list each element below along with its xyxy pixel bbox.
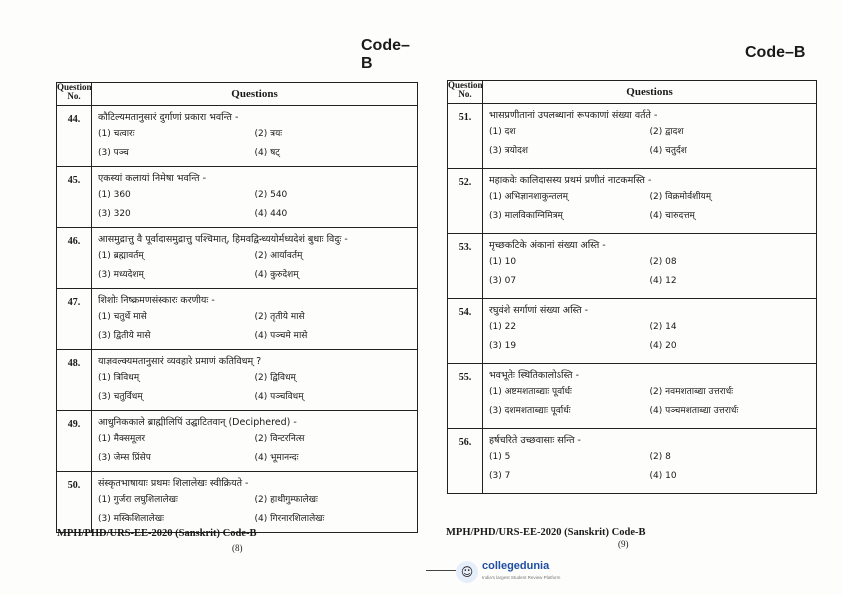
option-2: (2) तृतीये मासे bbox=[254, 312, 305, 322]
option-1: (1) 5 bbox=[489, 452, 511, 462]
question-text: कौटिल्यमतानुसारं दुर्गाणां प्रकारा भवन्ति - bbox=[98, 112, 239, 123]
question-number: 51. bbox=[448, 104, 483, 169]
page-code: Code–B bbox=[745, 44, 806, 61]
options-grid bbox=[98, 308, 411, 346]
question-cell bbox=[483, 364, 817, 429]
option-4: (4) कुरुदेशम् bbox=[254, 270, 299, 280]
question-row bbox=[57, 228, 418, 289]
option-1: (1) 360 bbox=[98, 190, 131, 200]
questions-table bbox=[56, 82, 418, 533]
options-grid bbox=[489, 383, 810, 421]
question-text: महाकवेः कालिदासस्य प्रथमं प्रणीतं नाटकमस्ति - bbox=[489, 175, 652, 186]
question-number: 56. bbox=[448, 429, 483, 494]
watermark-logo bbox=[456, 561, 560, 583]
question-row bbox=[448, 104, 817, 169]
question-row bbox=[57, 289, 418, 350]
right-page bbox=[421, 0, 842, 595]
option-1: (1) दश bbox=[489, 127, 516, 137]
option-4: (4) चतुर्दश bbox=[649, 146, 687, 156]
question-cell bbox=[92, 106, 418, 167]
option-3: (3) मालविकाग्निमित्रम् bbox=[489, 211, 563, 221]
option-1: (1) मैक्समूलर bbox=[98, 434, 146, 444]
options-grid bbox=[489, 253, 810, 291]
question-cell bbox=[483, 299, 817, 364]
option-1: (1) अभिज्ञानशाकुन्तलम् bbox=[489, 192, 568, 202]
options-grid bbox=[98, 369, 411, 407]
qno-header: Question No. bbox=[57, 83, 92, 106]
question-text: संस्कृतभाषायाः प्रथमः शिलालेखः स्वीक्रियते - bbox=[98, 478, 249, 489]
brand-tagline: India's largest Student Review Platform bbox=[482, 575, 561, 580]
questions-table bbox=[447, 80, 817, 494]
option-2: (2) द्वादश bbox=[649, 127, 684, 137]
question-cell bbox=[483, 234, 817, 299]
question-number: 46. bbox=[57, 228, 92, 289]
option-1: (1) अष्टमशताब्द्याः पूर्वार्धः bbox=[489, 387, 572, 397]
option-4: (4) चारुदत्तम् bbox=[649, 211, 695, 221]
divider-line bbox=[426, 570, 456, 571]
questions-header: Questions bbox=[92, 83, 418, 106]
option-3: (3) जेम्स प्रिंसेप bbox=[98, 453, 151, 463]
question-number: 50. bbox=[57, 472, 92, 533]
question-cell bbox=[92, 350, 418, 411]
question-text: हर्षचरिते उच्छवासाः सन्ति - bbox=[489, 435, 581, 446]
option-4: (4) 10 bbox=[649, 471, 677, 481]
question-row bbox=[57, 472, 418, 533]
question-cell bbox=[483, 104, 817, 169]
option-2: (2) द्विविधम् bbox=[254, 373, 296, 383]
question-cell bbox=[92, 472, 418, 533]
page-footer: MPH/PHD/URS-EE-2020 (Sanskrit) Code-B bbox=[57, 528, 257, 539]
question-row bbox=[57, 350, 418, 411]
option-1: (1) चतुर्थे मासे bbox=[98, 312, 147, 322]
option-2: (2) 540 bbox=[254, 190, 288, 200]
option-3: (3) 07 bbox=[489, 276, 517, 286]
option-2: (2) 8 bbox=[649, 452, 671, 462]
page-number: (8) bbox=[232, 543, 243, 553]
option-1: (1) ब्रह्मावर्तम् bbox=[98, 251, 144, 261]
question-row bbox=[57, 411, 418, 472]
question-text: आसमुद्रात्तु वै पूर्वादासमुद्रात्तु पश्चिमात्, हिमवद्विन्ध्ययोर्मध्यदेशं बुधाः विदुः - bbox=[98, 234, 348, 245]
option-4: (4) पञ्चमशताब्द्या उत्तरार्धः bbox=[649, 406, 739, 416]
question-text: आधुनिककाले ब्राह्मीलिपिं उद्घाटितवान् (Deciphered) - bbox=[98, 417, 297, 428]
option-3: (3) दशमशताब्द्याः पूर्वार्धः bbox=[489, 406, 571, 416]
question-text: भासप्रणीतानां उपलब्धानां रूपकाणां संख्या वर्तते - bbox=[489, 110, 658, 121]
question-number: 55. bbox=[448, 364, 483, 429]
question-text: रघुवंशे सर्गाणां संख्या अस्ति - bbox=[489, 305, 589, 316]
question-cell bbox=[92, 167, 418, 228]
question-text: शिशोः निष्क्रमणसंस्कारः करणीयः - bbox=[98, 295, 215, 306]
page-code: Code–B bbox=[361, 37, 410, 72]
question-number: 54. bbox=[448, 299, 483, 364]
question-number: 45. bbox=[57, 167, 92, 228]
option-2: (2) नवमशताब्द्या उत्तरार्धः bbox=[649, 387, 734, 397]
question-number: 44. bbox=[57, 106, 92, 167]
question-number: 53. bbox=[448, 234, 483, 299]
question-number: 49. bbox=[57, 411, 92, 472]
options-grid bbox=[98, 491, 411, 529]
option-2: (2) 14 bbox=[649, 322, 677, 332]
question-cell bbox=[483, 429, 817, 494]
question-text: मृच्छकटिके अंकानां संख्या अस्ति - bbox=[489, 240, 606, 251]
option-4: (4) 440 bbox=[254, 209, 288, 219]
options-grid bbox=[489, 188, 810, 226]
question-row bbox=[448, 429, 817, 494]
option-3: (3) द्वितीये मासे bbox=[98, 331, 151, 341]
options-grid bbox=[98, 247, 411, 285]
page-footer: MPH/PHD/URS-EE-2020 (Sanskrit) Code-B bbox=[446, 527, 646, 538]
options-grid bbox=[98, 186, 411, 224]
option-2: (2) आर्यावर्तम् bbox=[254, 251, 303, 261]
question-number: 52. bbox=[448, 169, 483, 234]
question-row bbox=[57, 106, 418, 167]
question-cell bbox=[483, 169, 817, 234]
question-text: याज्ञवल्क्यमतानुसारं व्यवहारे प्रमाणं कतिविधम् ? bbox=[98, 356, 262, 367]
question-text: भवभूतेः स्थितिकालोऽस्ति - bbox=[489, 370, 580, 381]
student-face-icon: ☺ bbox=[456, 561, 478, 583]
option-1: (1) 10 bbox=[489, 257, 517, 267]
options-grid bbox=[489, 123, 810, 161]
option-3: (3) 7 bbox=[489, 471, 511, 481]
option-3: (3) 19 bbox=[489, 341, 517, 351]
option-2: (2) हाथीगुम्फालेखः bbox=[254, 495, 318, 505]
brand-name: collegedunia bbox=[482, 560, 550, 572]
option-3: (3) चतुर्विधम् bbox=[98, 392, 143, 402]
option-2: (2) 08 bbox=[649, 257, 677, 267]
options-grid bbox=[489, 448, 810, 486]
question-number: 47. bbox=[57, 289, 92, 350]
option-4: (4) पञ्चमे मासे bbox=[254, 331, 308, 341]
option-1: (1) 22 bbox=[489, 322, 517, 332]
question-row bbox=[448, 169, 817, 234]
option-1: (1) चत्वारः bbox=[98, 129, 135, 139]
option-4: (4) पञ्चविधम् bbox=[254, 392, 304, 402]
option-2: (2) विक्रमोर्वशीयम् bbox=[649, 192, 712, 202]
question-row bbox=[57, 167, 418, 228]
question-row bbox=[448, 234, 817, 299]
question-cell bbox=[92, 411, 418, 472]
option-3: (3) 320 bbox=[98, 209, 131, 219]
options-grid bbox=[489, 318, 810, 356]
question-row bbox=[448, 299, 817, 364]
question-number: 48. bbox=[57, 350, 92, 411]
question-text: एकस्यां कलायां निमेषा भवन्ति - bbox=[98, 173, 207, 184]
page-number: (9) bbox=[618, 539, 629, 549]
option-1: (1) गुर्जरा लघुशिलालेखः bbox=[98, 495, 178, 505]
option-4: (4) गिरनारशिलालेखः bbox=[254, 514, 325, 524]
option-2: (2) विन्टरनित्स bbox=[254, 434, 305, 444]
option-3: (3) मध्यदेशम् bbox=[98, 270, 144, 280]
option-4: (4) भूमानन्दः bbox=[254, 453, 299, 463]
option-2: (2) त्रयः bbox=[254, 129, 283, 139]
options-grid bbox=[98, 125, 411, 163]
question-row bbox=[448, 364, 817, 429]
options-grid bbox=[98, 430, 411, 468]
option-4: (4) षट् bbox=[254, 148, 280, 158]
option-1: (1) त्रिविधम् bbox=[98, 373, 140, 383]
option-4: (4) 12 bbox=[649, 276, 677, 286]
option-3: (3) पञ्च bbox=[98, 148, 129, 158]
option-3: (3) मस्किशिलालेखः bbox=[98, 514, 164, 524]
question-cell bbox=[92, 289, 418, 350]
questions-header: Questions bbox=[483, 81, 817, 104]
option-4: (4) 20 bbox=[649, 341, 677, 351]
question-cell bbox=[92, 228, 418, 289]
option-3: (3) त्रयोदश bbox=[489, 146, 529, 156]
qno-header: Question No. bbox=[448, 81, 483, 104]
